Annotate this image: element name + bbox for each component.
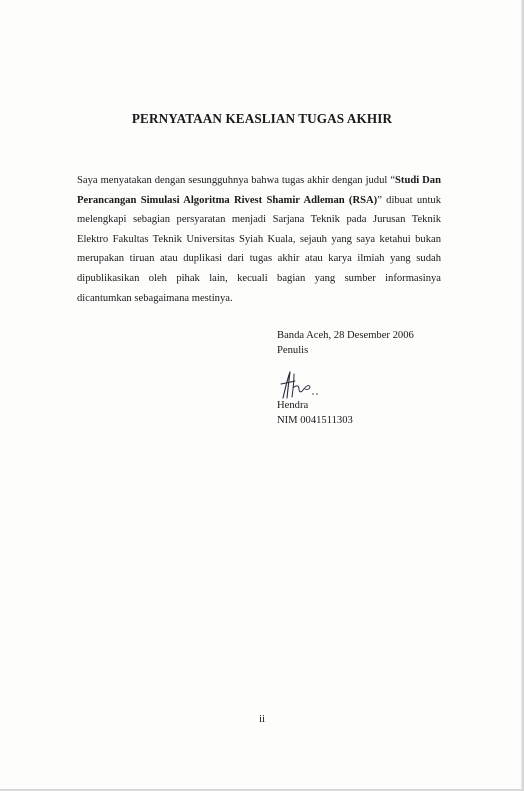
signature-block [277,398,353,428]
signer-nim: NIM 0041511303 [277,415,353,426]
page-number: ii [258,713,266,725]
handwritten-signature [277,368,325,402]
thesis-title: Studi Dan Perancangan Simulasi Algoritma Rivest Shamir Adleman (RSA) [77,175,441,206]
paragraph-intro: Saya menyatakan dengan sesungguhnya bahwa tugas akhir dengan judul “ [77,175,396,186]
document-title: PERNYATAAN KEASLIAN TUGAS AKHIR [131,111,393,126]
author-role: Penulis [277,345,309,356]
statement-paragraph [77,171,441,308]
closing-block [277,328,414,358]
place-date: Banda Aceh, 28 Desember 2006 [277,330,414,341]
signer-name: Hendra [277,400,309,411]
paragraph-body: ” dibuat untuk melengkapi sebagian persyaratan menjadi Sarjana Teknik pada Jurusan Teknik Elektro Fakultas Teknik Universitas Syiah Kuala, sejauh yang saya ketahui bukan merupakan tiruan atau duplikasi dari tugas akhir atau karya ilmiah yang sudah dipublikasikan oleh pihak lain, kecuali bagian yang sumber informasinya dicantumkan sebagaimana mestinya. [77,194,442,304]
